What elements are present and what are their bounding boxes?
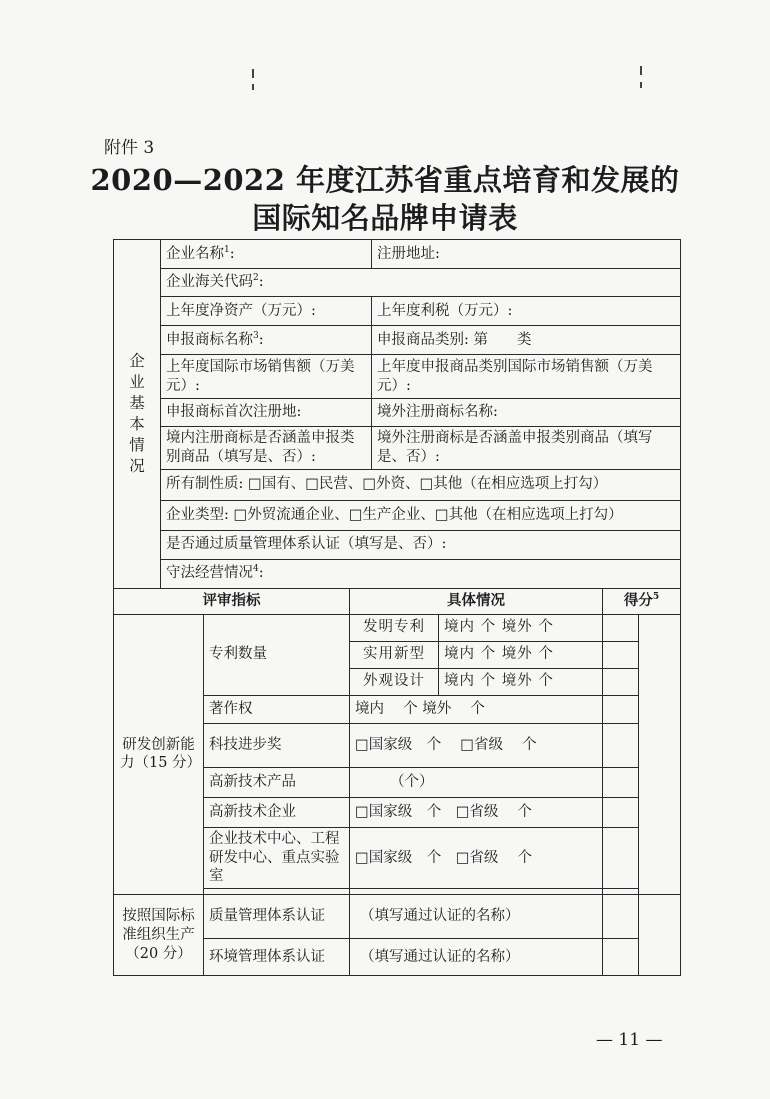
field-patent-invention[interactable]: 境内 个 境外 个 (439, 614, 603, 641)
field-quality-certification[interactable]: 是否通过质量管理体系认证（填写是、否）: (161, 530, 681, 559)
field-enterprise-type[interactable]: 企业类型: □外贸流通企业、□生产企业、□其他（在相应选项上打勾） (161, 500, 681, 530)
application-form-table (113, 239, 681, 976)
field-copyright[interactable]: 境内 个 境外 个 (350, 695, 603, 723)
label-qms: 质量管理体系认证 (204, 895, 350, 939)
section-intl-standards: 按照国际标准组织生产（20 分） (114, 895, 204, 976)
row-customs-code (114, 269, 681, 297)
score-total-cell[interactable] (639, 895, 681, 976)
field-intl-sales[interactable]: 上年度国际市场销售额（万美元）: (161, 355, 372, 399)
row-company-name (114, 240, 681, 269)
attachment-label: 附件 3 (104, 138, 155, 158)
scan-mark (640, 82, 642, 88)
field-ownership-type[interactable]: 所有制性质: □国有、□民营、□外资、□其他（在相应选项上打勾） (161, 469, 681, 500)
header-indicator: 评审指标 (114, 588, 350, 614)
field-domestic-coverage[interactable]: 境内注册商标是否涵盖申报类别商品（填写是、否）: (161, 427, 372, 470)
field-overseas-trademark[interactable]: 境外注册商标名称: (372, 399, 681, 427)
label-sci-award: 科技进步奖 (204, 723, 350, 767)
patent-type-utility: 实用新型 (350, 641, 439, 668)
field-registered-address[interactable]: 注册地址: (372, 240, 681, 269)
field-patent-design[interactable]: 境内 个 境外 个 (439, 668, 603, 695)
label-copyright: 著作权 (204, 695, 350, 723)
field-net-assets[interactable]: 上年度净资产（万元）: (161, 297, 372, 326)
score-cell[interactable] (603, 614, 639, 641)
label-hitech-enterprise: 高新技术企业 (204, 797, 350, 827)
field-profit-tax[interactable]: 上年度利税（万元）: (372, 297, 681, 326)
row-eval-header (114, 588, 681, 614)
row-registration (114, 399, 681, 427)
field-lawful-operation[interactable]: 守法经营情况$^4$: (161, 559, 681, 588)
score-cell[interactable] (603, 939, 639, 976)
field-patent-utility[interactable]: 境内 个 境外 个 (439, 641, 603, 668)
row-financials (114, 297, 681, 326)
section-basic-info: 企业基本情况 (114, 240, 161, 589)
score-cell[interactable] (603, 723, 639, 767)
score-cell[interactable] (603, 668, 639, 695)
scan-mark (252, 84, 254, 90)
field-customs-code[interactable]: 企业海关代码$^2$: (161, 269, 681, 297)
field-hitech-enterprise[interactable]: □国家级 个 □省级 个 (350, 797, 603, 827)
score-cell[interactable] (603, 797, 639, 827)
page-number: — 11 — (596, 1030, 663, 1050)
field-first-registration[interactable]: 申报商标首次注册地: (161, 399, 372, 427)
field-sci-award[interactable]: □国家级 个 □省级 个 (350, 723, 603, 767)
patent-type-invention: 发明专利 (350, 614, 439, 641)
field-hitech-product[interactable]: （个） (350, 767, 603, 797)
field-goods-category[interactable]: 申报商品类别: 第 类 (372, 326, 681, 355)
field-trademark-name[interactable]: 申报商标名称$^3$: (161, 326, 372, 355)
score-cell[interactable] (603, 895, 639, 939)
page-title: 2020—2022 年度江苏省重点培育和发展的 (90, 163, 680, 197)
row-qms (114, 895, 681, 939)
field-intl-sales-category[interactable]: 上年度申报商品类别国际市场销售额（万美元）: (372, 355, 681, 399)
row-patent-invention (114, 614, 681, 641)
field-tech-center[interactable]: □国家级 个 □省级 个 (350, 827, 603, 889)
field-overseas-coverage[interactable]: 境外注册商标是否涵盖申报类别商品（填写是、否）: (372, 427, 681, 470)
row-ownership (114, 469, 681, 500)
row-lawful-operation (114, 559, 681, 588)
label-tech-center: 企业技术中心、工程研发中心、重点实验室 (204, 827, 350, 889)
scan-mark (252, 69, 254, 78)
row-intl-sales (114, 355, 681, 399)
patent-type-design: 外观设计 (350, 668, 439, 695)
score-cell[interactable] (603, 827, 639, 889)
score-cell[interactable] (603, 641, 639, 668)
field-ems[interactable]: （填写通过认证的名称） (350, 939, 603, 976)
label-hitech-product: 高新技术产品 (204, 767, 350, 797)
score-cell[interactable] (603, 767, 639, 797)
label-patent-count: 专利数量 (204, 614, 350, 695)
row-coverage (114, 427, 681, 470)
row-quality-cert (114, 530, 681, 559)
scan-mark (640, 66, 642, 75)
score-cell[interactable] (603, 695, 639, 723)
field-qms[interactable]: （填写通过认证的名称） (350, 895, 603, 939)
header-details: 具体情况 (350, 588, 603, 614)
field-company-name[interactable]: 企业名称$^1$: (161, 240, 372, 269)
section-rd-capability: 研发创新能力（15 分） (114, 614, 204, 895)
row-enterprise-type (114, 500, 681, 530)
page-subtitle: 国际知名品牌申请表 (252, 201, 518, 235)
score-total-cell[interactable] (639, 614, 681, 895)
label-ems: 环境管理体系认证 (204, 939, 350, 976)
row-trademark (114, 326, 681, 355)
header-score: 得分$^5$ (603, 588, 681, 614)
